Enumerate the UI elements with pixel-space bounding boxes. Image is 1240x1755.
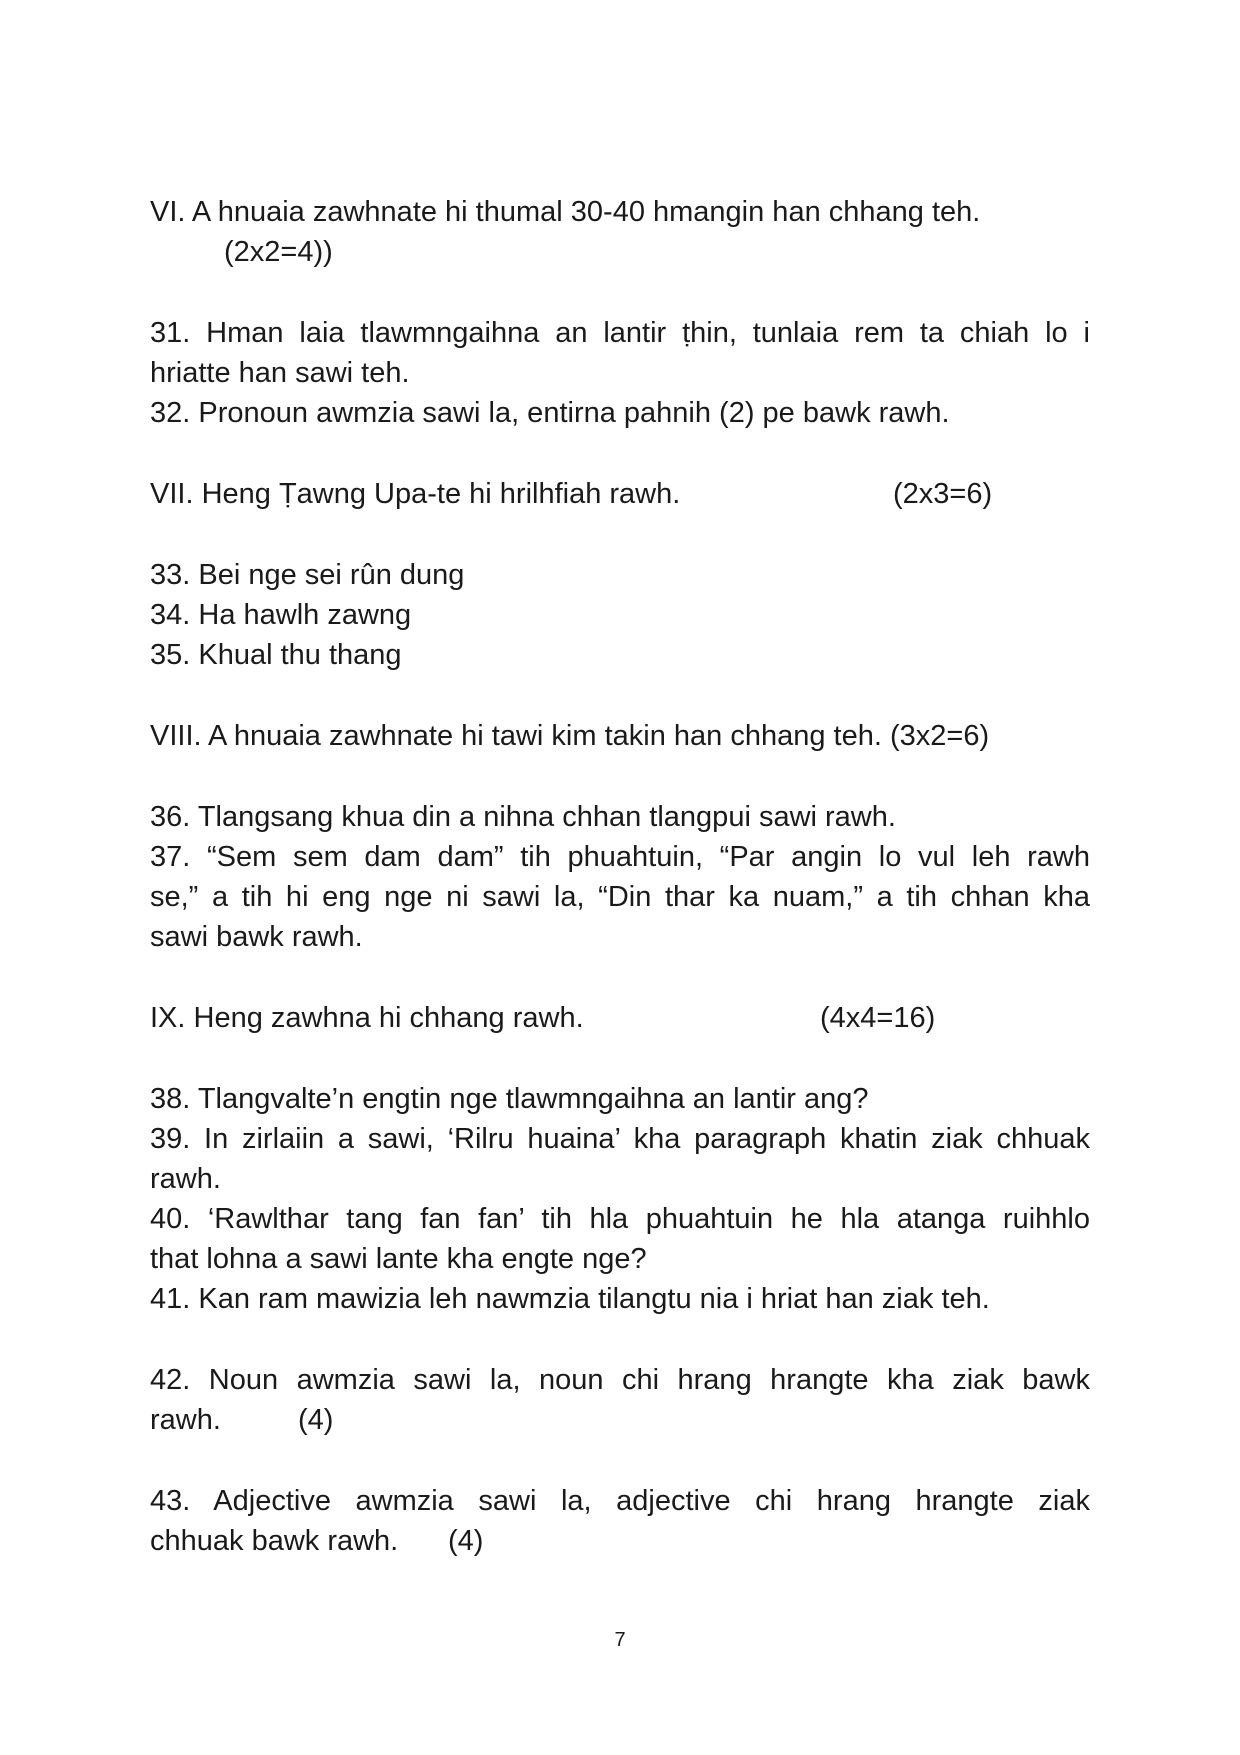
page-number: 7 xyxy=(614,1629,626,1651)
question-31-line-1: 31. Hman laia tlawmngaihna an lantir ṭhin, tunlaia rem ta chiah lo i xyxy=(150,317,1090,349)
question-37-line-2: se,” a tih hi eng nge ni sawi la, “Din thar ka nuam,” a tih chhan kha xyxy=(150,881,1090,913)
section-vii-marks: (2x3=6) xyxy=(893,478,993,510)
question-41: 41. Kan ram mawizia leh nawmzia tilangtu nia i hriat han ziak teh. xyxy=(150,1283,990,1315)
question-39-line-1: 39. In zirlaiin a sawi, ‘Rilru huaina’ kha paragraph khatin ziak chhuak xyxy=(150,1123,1090,1155)
question-31-line-2: hriatte han sawi teh. xyxy=(150,357,410,389)
question-42-line-1: 42. Noun awmzia sawi la, noun chi hrang hrangte kha ziak bawk xyxy=(150,1364,1090,1396)
section-viii-heading: VIII. A hnuaia zawhnate hi tawi kim takin han chhang teh. (3x2=6) xyxy=(150,720,990,752)
question-37-line-3: sawi bawk rawh. xyxy=(150,921,363,953)
question-43-marks: (4) xyxy=(448,1525,484,1557)
question-42-line-2: rawh. xyxy=(150,1404,221,1436)
section-ix-marks: (4x4=16) xyxy=(820,1002,936,1034)
question-34: 34. Ha hawlh zawng xyxy=(150,599,412,631)
question-40-line-2: that lohna a sawi lante kha engte nge? xyxy=(150,1243,647,1275)
section-vi-marks: (2x2=4)) xyxy=(224,236,333,268)
question-36: 36. Tlangsang khua din a nihna chhan tlangpui sawi rawh. xyxy=(150,801,896,833)
question-42-marks: (4) xyxy=(298,1404,334,1436)
question-40-line-1: 40. ‘Rawlthar tang fan fan’ tih hla phuahtuin he hla atanga ruihhlo xyxy=(150,1203,1090,1235)
question-38: 38. Tlangvalte’n engtin nge tlawmngaihna an lantir ang? xyxy=(150,1083,869,1115)
question-33: 33. Bei nge sei rûn dung xyxy=(150,559,465,591)
question-37-line-1: 37. “Sem sem dam dam” tih phuahtuin, “Par angin lo vul leh rawh xyxy=(150,841,1090,873)
section-vi-heading: VI. A hnuaia zawhnate hi thumal 30-40 hmangin han chhang teh. xyxy=(150,196,981,228)
question-39-line-2: rawh. xyxy=(150,1163,221,1195)
question-35: 35. Khual thu thang xyxy=(150,639,402,671)
question-32: 32. Pronoun awmzia sawi la, entirna pahnih (2) pe bawk rawh. xyxy=(150,397,950,429)
question-43-line-2: chhuak bawk rawh. xyxy=(150,1525,399,1557)
question-43-line-1: 43. Adjective awmzia sawi la, adjective chi hrang hrangte ziak xyxy=(150,1485,1090,1517)
section-ix-heading: IX. Heng zawhna hi chhang rawh. xyxy=(150,1002,584,1034)
section-vii-heading: VII. Heng Ṭawng Upa-te hi hrilhfiah rawh. xyxy=(150,478,681,510)
